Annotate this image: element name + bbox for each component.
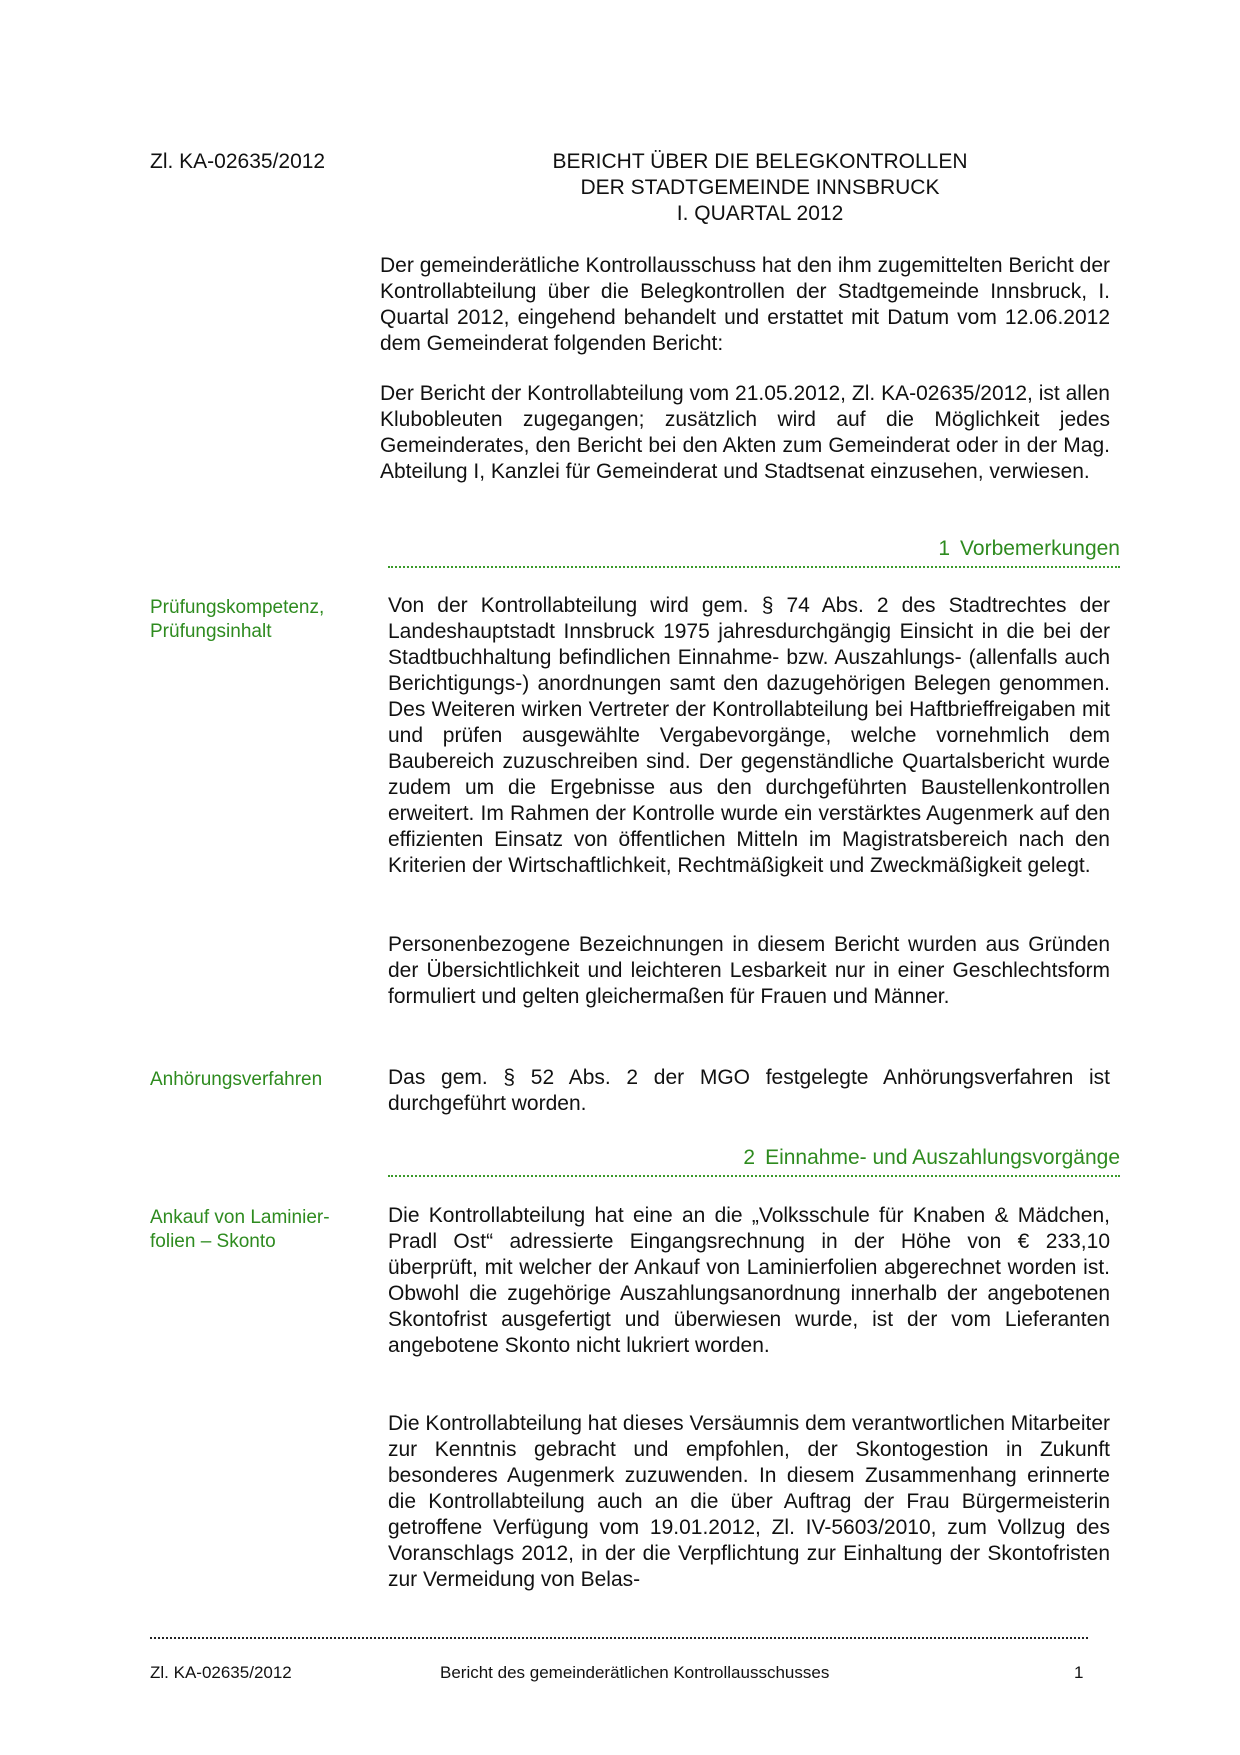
document-title [480,149,1040,227]
section-2-paragraph-2: Die Kontrollabteilung hat dieses Versäumnis dem verantwortlichen Mitarbeiter zur Kenntnis gebracht und empfohlen, der Skontogestion in Zukunft besonderes Augenmerk zuzuwenden. In diesem Zusammenhang erinnerte die Kontrollabteilung auch an die über Auftrag der Frau Bürgermeisterin getroffene Verfügung vom 19.01.2012, Zl. IV-5603/2010, zum Vollzug des Voranschlags 2012, in der die Verpflichtung zur Einhaltung der Skontofristen zur Vermeidung von Belas- [388,1412,1110,1591]
title-line-2: DER STADTGEMEINDE INNSBRUCK [580,176,940,199]
section-2-title: Einnahme- und Auszahlungsvorgänge [765,1146,1120,1169]
section-1-number: 1 [938,537,951,560]
side-label-line: Prüfungsinhalt [150,621,272,642]
side-label-anhoerungsverfahren: Anhörungsverfahren [150,1069,323,1090]
section-2-divider [388,1175,1120,1177]
section-1-divider [388,566,1120,568]
side-label-line: Prüfungskompetenz, [150,597,325,618]
section-1-title: Vorbemerkungen [960,537,1120,560]
section-2-paragraph-1: Die Kontrollabteilung hat eine an die „Volksschule für Knaben & Mädchen, Pradl Ost“ adressierte Eingangsrechnung in der Höhe von € 233,10 überprüft, mit welcher der Ankauf von Laminierfolien abgerechnet worden ist. Obwohl die zugehörige Auszahlungsanordnung innerhalb der angebotenen Skontofrist ausgefertigt und überwiesen wurde, ist der vom Lieferanten angebotene Skonto nicht lukriert worden. [388,1204,1110,1357]
footer-divider [150,1637,1088,1639]
side-label-line: Ankauf von Laminier- [150,1207,330,1228]
title-line-3: I. QUARTAL 2012 [676,202,844,225]
intro-paragraph-2: Der Bericht der Kontrollabteilung vom 21.05.2012, Zl. KA-02635/2012, ist allen Klubobleuten zugegangen; zusätzlich wird auf die Möglichkeit jedes Gemeinderates, den Bericht bei den Akten zum Gemeinderat oder in der Mag. Abteilung I, Kanzlei für Gemeinderat und Stadtsenat einzusehen, verwiesen. [380,382,1110,483]
document-reference: Zl. KA-02635/2012 [150,150,326,173]
section-1-paragraph-1: Von der Kontrollabteilung wird gem. § 74 Abs. 2 des Stadtrechtes der Landeshauptstadt Innsbruck 1975 jahresdurchgängig Einsicht in die bei der Stadtbuchhaltung befindlichen Einnahme- bzw. Auszahlungs- (allenfalls auch Berichtigungs-) anordnungen samt den dazugehörigen Belegen genommen. Des Weiteren wirken Vertreter der Kontrollabteilung bei Haftbrieffreigaben mit und prüfen ausgewählte Vergabevorgänge, welche vornehmlich dem Baubereich zuzuschreiben sind. Der gegenständliche Quartalsbericht wurde zudem um die Ergebnisse aus den durchgeführten Baustellenkontrollen erweitert. Im Rahmen der Kontrolle wurde ein verstärktes Augenmerk auf den effizienten Einsatz von öffentlichen Mitteln im Magistratsbereich nach den Kriterien der Wirtschaftlichkeit, Rechtmäßigkeit und Zweckmäßigkeit gelegt. [388,594,1110,877]
section-1-paragraph-3: Das gem. § 52 Abs. 2 der MGO festgelegte Anhörungsverfahren ist durchgeführt worden. [388,1066,1110,1115]
side-label-line: folien – Skonto [150,1231,276,1252]
title-line-1: BERICHT ÜBER DIE BELEGKONTROLLEN [552,150,968,173]
side-label-pruefungskompetenz [150,596,360,644]
section-2-number: 2 [743,1146,756,1169]
side-label-laminierfolien [150,1206,360,1254]
intro-paragraph-1: Der gemeinderätliche Kontrollausschuss hat den ihm zugemittelten Bericht der Kontrollabteilung über die Belegkontrollen der Stadtgemeinde Innsbruck, I. Quartal 2012, eingehend behandelt und erstattet mit Datum vom 12.06.2012 dem Gemeinderat folgenden Bericht: [380,254,1110,355]
footer-title: Bericht des gemeinderätlichen Kontrollausschusses [440,1663,830,1682]
footer-reference: Zl. KA-02635/2012 [150,1663,292,1682]
section-2-heading [388,1145,1120,1171]
page-number: 1 [1074,1663,1084,1682]
section-1-paragraph-2: Personenbezogene Bezeichnungen in diesem Bericht wurden aus Gründen der Übersichtlichkeit und leichteren Lesbarkeit nur in einer Geschlechtsform formuliert und gelten gleichermaßen für Frauen und Männer. [388,933,1110,1008]
section-1-heading [388,536,1120,562]
